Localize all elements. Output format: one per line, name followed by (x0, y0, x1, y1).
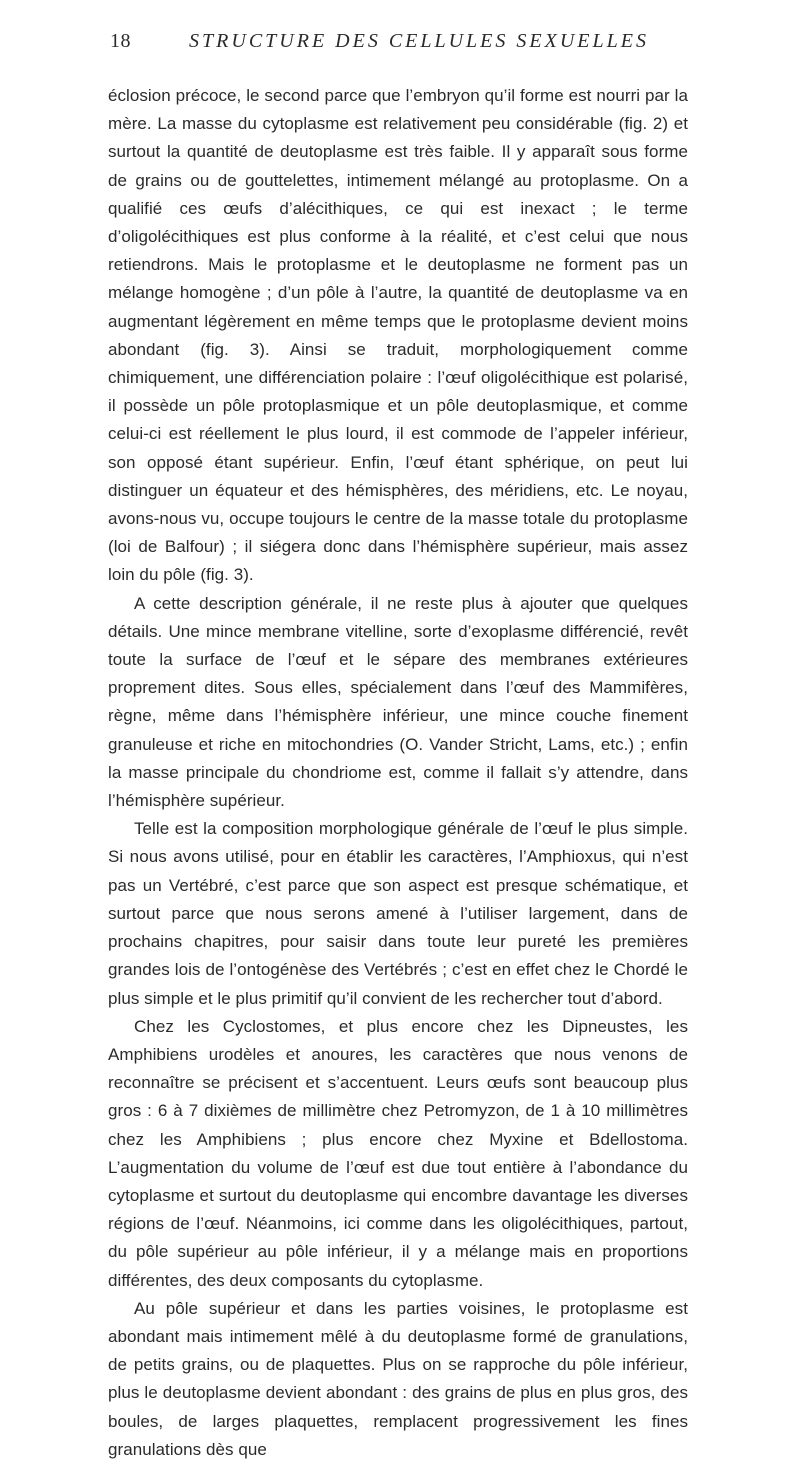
page-number: 18 (110, 30, 131, 52)
paragraph-2: A cette description générale, il ne reste plus à ajouter que quelques détails. Une mince membrane vitelline, sorte d’exoplasme différencié, revêt toute la surface de l’œuf et le sépare des membranes extérieures proprement dites. Sous elles, spécialement dans l’œuf des Mammifères, règne, même dans l’hémisphère inférieur, une mince couche finement granuleuse et riche en mitochondries (O. Vander Stricht, Lams, etc.) ; enfin la masse principale du chondriome est, comme il fallait s’y attendre, dans l’hémisphère supérieur. (108, 593, 688, 811)
running-title: STRUCTURE DES CELLULES SEXUELLES (189, 30, 649, 52)
body-text (108, 82, 688, 1464)
paragraph-3: Telle est la composition morphologique générale de l’œuf le plus simple. Si nous avons utilisé, pour en établir les caractères, l’Amphioxus, qui n’est pas un Vertébré, c’est parce que son aspect est presque schématique, et surtout parce que nous serons amené à l’utiliser largement, dans de prochains chapitres, pour saisir dans toute leur pureté les premières grandes lois de l’ontogénèse des Vertébrés ; c’est en effet chez le Chordé le plus simple et le plus primitif qu’il convient de les rechercher tout d’abord. (108, 819, 688, 1008)
paragraph-5: Au pôle supérieur et dans les parties voisines, le protoplasme est abondant mais intimement mêlé à du deutoplasme formé de granulations, de petits grains, ou de plaquettes. Plus on se rapproche du pôle inférieur, plus le deutoplasme devient abondant : des grains de plus en plus gros, des boules, de larges plaquettes, remplacent progressivement les fines granulations dès que (108, 1298, 688, 1459)
paragraph-4: Chez les Cyclostomes, et plus encore chez les Dipneustes, les Amphibiens urodèles et anoures, les caractères que nous venons de reconnaître se précisent et s’accentuent. Leurs œufs sont beaucoup plus gros : 6 à 7 dixièmes de millimètre chez Petromyzon, de 1 à 10 millimètres chez les Amphibiens ; plus encore chez Myxine et Bdellostoma. L’augmentation du volume de l’œuf est due tout entière à l’abondance du cytoplasme et surtout du deutoplasme qui encombre davantage les diverses régions de l’œuf. Néanmoins, ici comme dans les oligolécithiques, partout, du pôle supérieur au pôle inférieur, il y a mélange mais en proportions différentes, des deux composants du cytoplasme. (108, 1016, 688, 1290)
paragraph-1-continued: éclosion précoce, le second parce que l’embryon qu’il forme est nourri par la mère. La masse du cytoplasme est relativement peu considérable (fig. 2) et surtout la quantité de deutoplasme est très faible. Il y apparaît sous forme de grains ou de gouttelettes, intimement mélangé au protoplasme. On a qualifié ces œufs d’alécithiques, ce qui est inexact ; le terme d’oligolécithiques est plus conforme à la réalité, et c’est celui que nous retiendrons. Mais le protoplasme et le deutoplasme ne forment pas un mélange homogène ; d’un pôle à l’autre, la quantité de deutoplasme va en augmentant légèrement en même temps que le protoplasme devient moins abondant (fig. 3). Ainsi se traduit, morphologiquement comme chimiquement, une différenciation polaire : l’œuf oligolécithique est polarisé, il possède un pôle protoplasmique et un pôle deutoplasmique, et comme celui-ci est réellement le plus lourd, il est commode de l’appeler inférieur, son opposé étant supérieur. Enfin, l’œuf étant sphérique, on peut lui distinguer un équateur et des hémisphères, des méridiens, etc. Le noyau, avons-nous vu, occupe toujours le centre de la masse totale du protoplasme (loi de Balfour) ; il siégera donc dans l’hémisphère supérieur, mais assez loin du pôle (fig. 3). (108, 86, 688, 585)
running-head (110, 30, 688, 58)
